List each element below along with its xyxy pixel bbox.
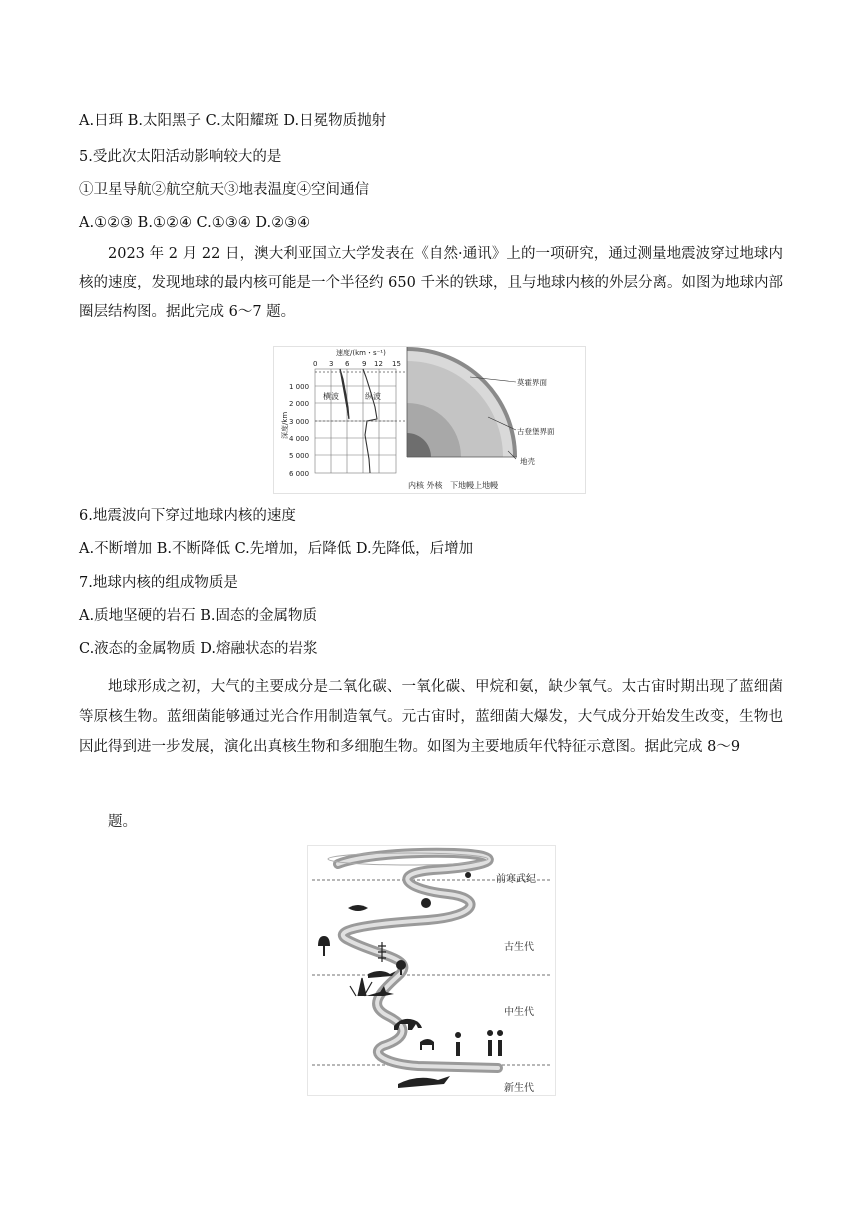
q4-options: A.日珥 B.太阳黑子 C.太阳耀斑 D.日冕物质抛射 — [79, 113, 387, 129]
earth-interior-figure — [273, 346, 586, 494]
q7-options-cd: C.液态的金属物质 D.熔融状态的岩浆 — [79, 641, 318, 657]
passage-earth-core: 2023 年 2 月 22 日，澳大利亚国立大学发表在《自然·通讯》上的一项研究，通过测量地震波穿过地球内核的速度，发现地球的最内核可能是一个半径约 650 千米的铁球，且与地球内核的外层分离。如图为地球内部圈层结构图。据此完成 6～7 题。 — [79, 246, 783, 320]
q5-stem: 5.受此次太阳活动影响较大的是 — [79, 149, 282, 165]
earth-section — [407, 347, 517, 457]
moho-label: 莫霍界面 — [517, 378, 547, 387]
ammonite-icon — [421, 898, 431, 908]
speed-tick: 12 — [374, 360, 383, 368]
q7-stem: 7.地球内核的组成物质是 — [79, 575, 238, 591]
q5-items: ①卫星导航②航空航天③地表温度④空间通信 — [79, 182, 369, 198]
tree-icon — [318, 936, 330, 956]
speed-tick: 15 — [392, 360, 401, 368]
passage-geologic-history: 地球形成之初，大气的主要成分是二氧化碳、一氧化碳、甲烷和氨，缺少氧气。太古宙时期出现了蓝细菌等原核生物。蓝细菌能够通过光合作用制造氧气。元古宙时，蓝细菌大爆发，大气成分开始发生改变，生物也因此得到进一步发展，演化出真核生物和多细胞生物。如图为主要地质年代特征示意图。据此完成 8～9 — [79, 679, 783, 755]
geologic-eras-figure — [307, 845, 556, 1096]
fish-icon — [348, 905, 368, 911]
era-label-paleozoic: 古生代 — [504, 942, 534, 953]
human-icon — [487, 1030, 493, 1056]
speed-axis-label: 速度/(km・s⁻¹) — [336, 349, 386, 357]
layer-labels: 内核 外核 下地幔上地幔 — [408, 481, 499, 490]
mammal-icon — [420, 1039, 434, 1050]
speed-tick: 9 — [362, 360, 367, 368]
depth-tick: 2 000 — [289, 400, 310, 408]
depth-axis-label: 深度/km — [281, 411, 289, 439]
p-wave-label: 纵波 — [365, 392, 381, 401]
q6-options: A.不断增加 B.不断降低 C.先增加，后降低 D.先降低，后增加 — [79, 541, 474, 557]
era-label-precambrian: 前寒武纪 — [496, 874, 536, 885]
whale-icon — [398, 1076, 450, 1088]
s-wave-label: 横波 — [323, 392, 339, 401]
q7-options-ab: A.质地坚硬的岩石 B.固态的金属物质 — [79, 608, 317, 624]
passage-tail: 题。 — [108, 814, 137, 830]
crust-label: 地壳 — [520, 457, 535, 466]
plant-icon — [350, 978, 372, 996]
depth-tick: 3 000 — [289, 418, 310, 426]
speed-tick: 6 — [345, 360, 350, 368]
speed-tick: 0 — [313, 360, 318, 368]
speed-tick: 3 — [329, 360, 334, 368]
era-label-cenozoic: 新生代 — [504, 1083, 534, 1094]
depth-tick: 4 000 — [289, 435, 310, 443]
trilobite-icon — [465, 872, 481, 880]
depth-tick: 1 000 — [289, 383, 310, 391]
era-label-mesozoic: 中生代 — [504, 1007, 534, 1018]
q6-stem: 6.地震波向下穿过地球内核的速度 — [79, 508, 296, 524]
human-icon — [497, 1030, 503, 1056]
q5-options: A.①②③ B.①②④ C.①③④ D.②③④ — [79, 215, 311, 231]
human-icon — [455, 1032, 461, 1056]
gutenberg-label: 古登堡界面 — [517, 427, 555, 436]
depth-tick: 6 000 — [289, 470, 310, 478]
depth-tick: 5 000 — [289, 452, 310, 460]
